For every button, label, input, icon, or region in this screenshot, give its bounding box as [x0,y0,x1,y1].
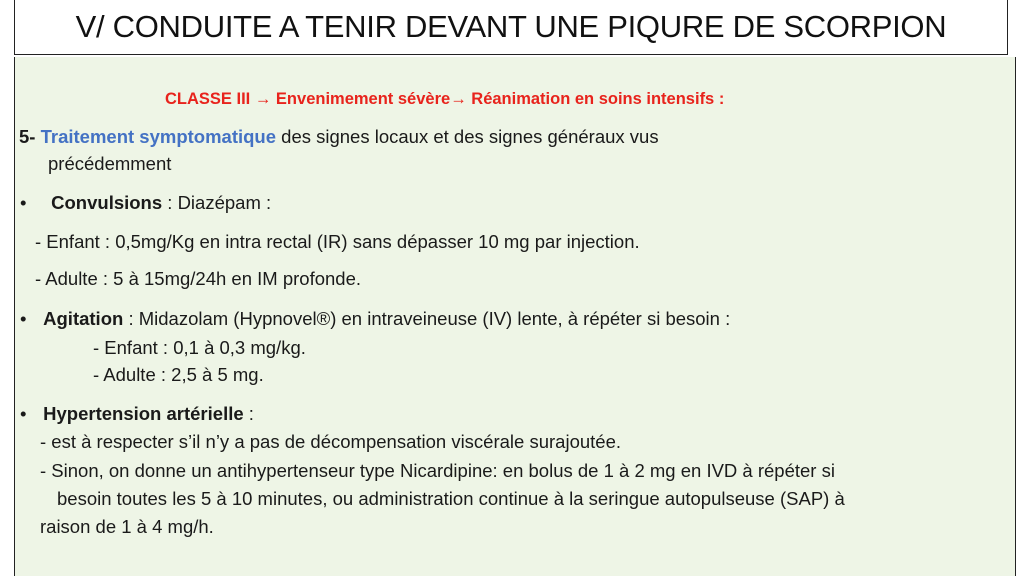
content-box [14,57,1016,576]
hypertension-text: : [248,403,254,424]
convulsions-item [20,192,271,214]
hypertension-label: Hypertension artérielle [43,403,244,424]
hypertension-line-3: besoin toutes les 5 à 10 minutes, ou administration continue à la seringue autopulseuse (SAP) à [57,488,845,509]
hypertension-item [20,403,254,425]
hypertension-line-2: - Sinon, on donne un antihypertenseur type Nicardipine: en bolus de 1 à 2 mg en IVD à répéter si [40,460,835,481]
item-5 [19,126,659,148]
hypertension-line-1: - est à respecter s’il n’y a pas de décompensation viscérale surajoutée. [40,431,621,452]
agitation-label: Agitation [43,308,124,329]
hypertension-line-4: raison de 1 à 4 mg/h. [40,516,214,537]
classe-heading: CLASSE III → Envenimement sévère→ Réanimation en soins intensifs : [165,90,725,108]
item-5-continuation: précédemment [48,153,172,174]
title-box [14,0,1008,55]
agitation-item [20,308,730,330]
agitation-adulte: - Adulte : 2,5 à 5 mg. [93,364,264,385]
convulsions-adulte: - Adulte : 5 à 15mg/24h en IM profonde. [35,268,362,289]
convulsions-text: : Diazépam : [167,192,272,213]
convulsions-enfant: - Enfant : 0,5mg/Kg en intra rectal (IR) sans dépasser 10 mg par injection. [35,231,640,252]
item-5-text: des signes locaux et des signes généraux vus [281,126,659,147]
convulsions-label: Convulsions [51,192,163,213]
item-5-highlight: Traitement symptomatique [40,126,277,147]
agitation-enfant: - Enfant : 0,1 à 0,3 mg/kg. [93,337,306,358]
agitation-text: : Midazolam (Hypnovel®) en intraveineuse (IV) lente, à répéter si besoin : [128,308,731,329]
slide-title: V/ CONDUITE A TENIR DEVANT UNE PIQURE DE SCORPION [75,9,947,44]
item-5-number: 5- [19,126,36,147]
